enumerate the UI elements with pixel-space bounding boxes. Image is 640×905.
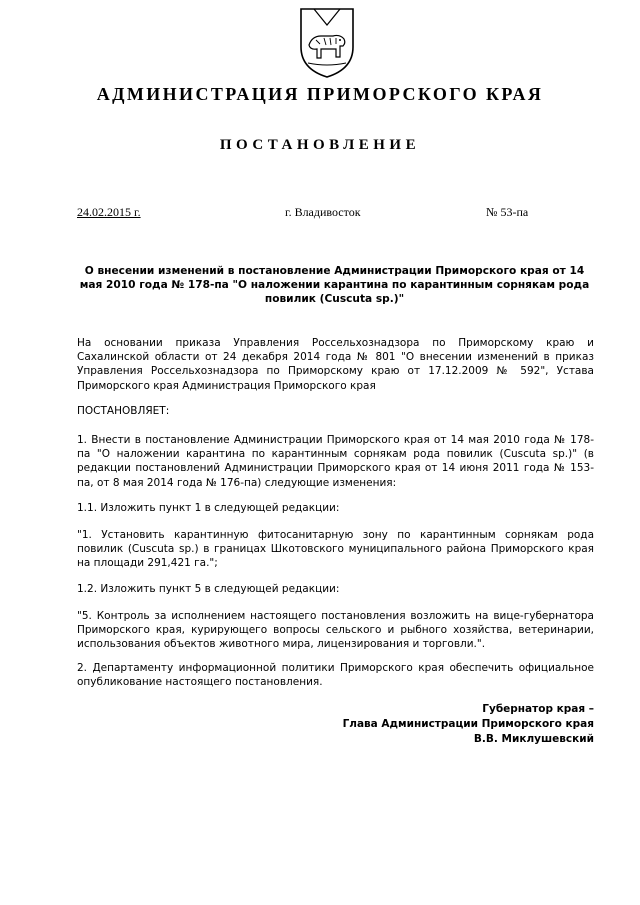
signature-name: В.В. Миклушевский — [473, 733, 594, 745]
paragraph-1-1-text: "1. Установить карантинную фитосанитарную зону по карантинным сорнякам рода повилик (Cuscuta sp.) в границах Шкотовского муниципального района Приморского края на площади 291,421 га."; — [77, 529, 594, 570]
paragraph-1-2: 1.2. Изложить пункт 5 в следующей редакции: — [77, 583, 340, 595]
organization-title: АДМИНИСТРАЦИЯ ПРИМОРСКОГО КРАЯ — [96, 84, 544, 104]
paragraph-1-1: 1.1. Изложить пункт 1 в следующей редакции: — [77, 502, 340, 514]
resolves-heading: ПОСТАНОВЛЯЕТ: — [77, 405, 170, 417]
document-subject: О внесении изменений в постановление Администрации Приморского края от 14 мая 2010 года № 178-па "О наложении карантина по карантинным сорнякам рода повилик (Cuscuta sp.)" — [79, 265, 590, 305]
paragraph-1: 1. Внести в постановление Администрации Приморского края от 14 мая 2010 года № 178-па "О наложении карантина по карантинным сорнякам рода повилик (Cuscuta sp.)" (в редакции постановлений Администрации Приморского края от 14 июня 2011 года № 153-па, от 8 мая 2014 года № 176-па) следующие изменения: — [77, 434, 594, 489]
document-city: г. Владивосток — [285, 205, 361, 219]
document-date: 24.02.2015 г. — [77, 205, 141, 219]
signature-block — [343, 702, 594, 747]
signature-position: Губернатор края – — [482, 703, 594, 715]
paragraph-1-2-text: "5. Контроль за исполнением настоящего постановления возложить на вице-губернатора Приморского края, курирующего вопросы сельского и рыбного хозяйства, ветеринарии, использования объектов животного мира, лицензирования и торговли.". — [77, 610, 594, 651]
document-number: № 53-па — [486, 205, 529, 219]
signature-title: Глава Администрации Приморского края — [342, 718, 594, 730]
document-type: ПОСТАНОВЛЕНИЕ — [219, 137, 421, 153]
paragraph-2: 2. Департаменту информационной политики Приморского края обеспечить официальное опубликование настоящего постановления. — [77, 662, 594, 689]
preamble-paragraph: На основании приказа Управления Россельхознадзора по Приморскому краю и Сахалинской области от 24 декабря 2014 года № 801 "О внесении изменений в приказ Управления Россельхознадзора по Приморскому краю от 17.12.2009 № 592", Устава Приморского края Администрация Приморского края — [77, 337, 594, 392]
primorye-coat-of-arms-icon — [296, 3, 358, 79]
